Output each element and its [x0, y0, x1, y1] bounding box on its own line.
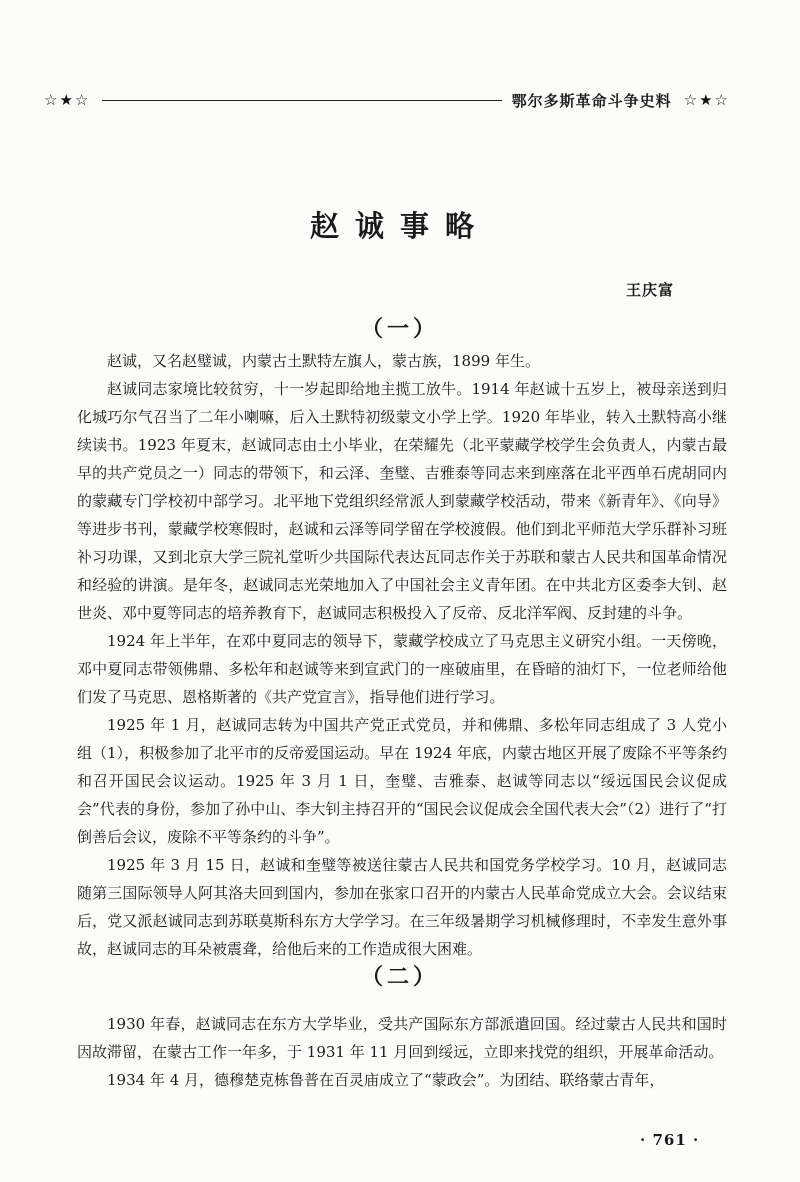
paragraph: 1930 年春，赵诚同志在东方大学毕业，受共产国际东方部派遣回国。经过蒙古人民共和国时因故滞留，在蒙古工作一年多，于 1931 年 11 月回到绥远，立即来找党的组织，开展革命活动。 — [77, 1015, 727, 1061]
article-title: 赵诚事略 — [309, 209, 490, 243]
paragraph: 赵诚，又名赵璧诚，内蒙古土默特左旗人，蒙古族，1899 年生。 — [107, 352, 540, 370]
header-rule — [102, 100, 501, 101]
author-name: 王庆富 — [626, 281, 675, 299]
paragraph: 1925 年 3 月 15 日，赵诚和奎璧等被送往蒙古人民共和国党务学校学习。10 月，赵诚同志随第三国际领导人阿其洛夫回到国内，参加在张家口召开的内蒙古人民革命党成立大会。会议结束后，党又派赵诚同志到苏联莫斯科东方大学学习。在三年级暑期学习机械修理时，不幸发生意外事故，赵诚同志的耳朵被震聋，给他后来的工作造成很大困难。 — [77, 856, 727, 958]
paragraph: 赵诚同志家境比较贫穷，十一岁起即给地主揽工放牛。1914 年赵诚十五岁上，被母亲送到归化城巧尔气召当了二年小喇嘛，后入土默特初级蒙文小学上学。1920 年毕业，转入土默特高小继续读书。1923 年夏末，赵诚同志由土小毕业，在荣耀先（北平蒙藏学校学生会负责人，内蒙古最早的共产党员之一）同志的带领下，和云泽、奎璧、吉雅泰等同志来到座落在北平西单石虎胡同内的蒙藏专门学校初中部学习。北平地下党组织经常派人到蒙藏学校活动，带来《新青年》、《向导》等进步书刊，蒙藏学校寒假时，赵诚和云泽等同学留在学校渡假。他们到北平师范大学乐群补习班补习功课，又到北京大学三院礼堂听少共国际代表达瓦同志作关于苏联和蒙古人民共和国革命情况和经验的讲演。是年冬，赵诚同志光荣地加入了中国社会主义青年团。在中共北方区委李大钊、赵世炎、邓中夏等同志的培养教育下，赵诚同志积极投入了反帝、反北洋军阀、反封建的斗争。 — [77, 380, 727, 622]
section-heading-1: （一） — [360, 317, 439, 342]
left-stars-icon: ☆★☆ — [44, 91, 91, 109]
section-1-body — [77, 347, 727, 963]
section-2-body — [77, 1010, 727, 1094]
running-header — [44, 86, 730, 114]
section-heading-2: （二） — [360, 965, 439, 990]
paragraph: 1925 年 1 月，赵诚同志转为中国共产党正式党员，并和佛鼎、多松年同志组成了 3 人党小组（1），积极参加了北平市的反帝爱国运动。早在 1924 年底，内蒙古地区开展了废除不平等条约和召开国民会议运动。1925 年 3 月 1 日，奎璧、吉雅泰、赵诚等同志以“绥远国民会议促成会”代表的身份，参加了孙中山、李大钊主持召开的“国民会议促成会全国代表大会”（2）进行了“打倒善后会议，废除不平等条约的斗争”。 — [77, 716, 727, 846]
page-number: · 761 · — [640, 1131, 700, 1149]
paragraph: 1924 年上半年，在邓中夏同志的领导下，蒙藏学校成立了马克思主义研究小组。一天傍晚，邓中夏同志带领佛鼎、多松年和赵诚等来到宣武门的一座破庙里，在昏暗的油灯下，一位老师给他们发了马克思、恩格斯著的《共产党宣言》，指导他们进行学习。 — [77, 632, 727, 706]
paragraph: 1934 年 4 月，德穆楚克栋鲁普在百灵庙成立了“蒙政会”。为团结、联络蒙古青年， — [107, 1071, 665, 1089]
series-title: 鄂尔多斯革命斗争史料 — [511, 91, 672, 110]
right-stars-icon: ☆★☆ — [683, 91, 730, 109]
